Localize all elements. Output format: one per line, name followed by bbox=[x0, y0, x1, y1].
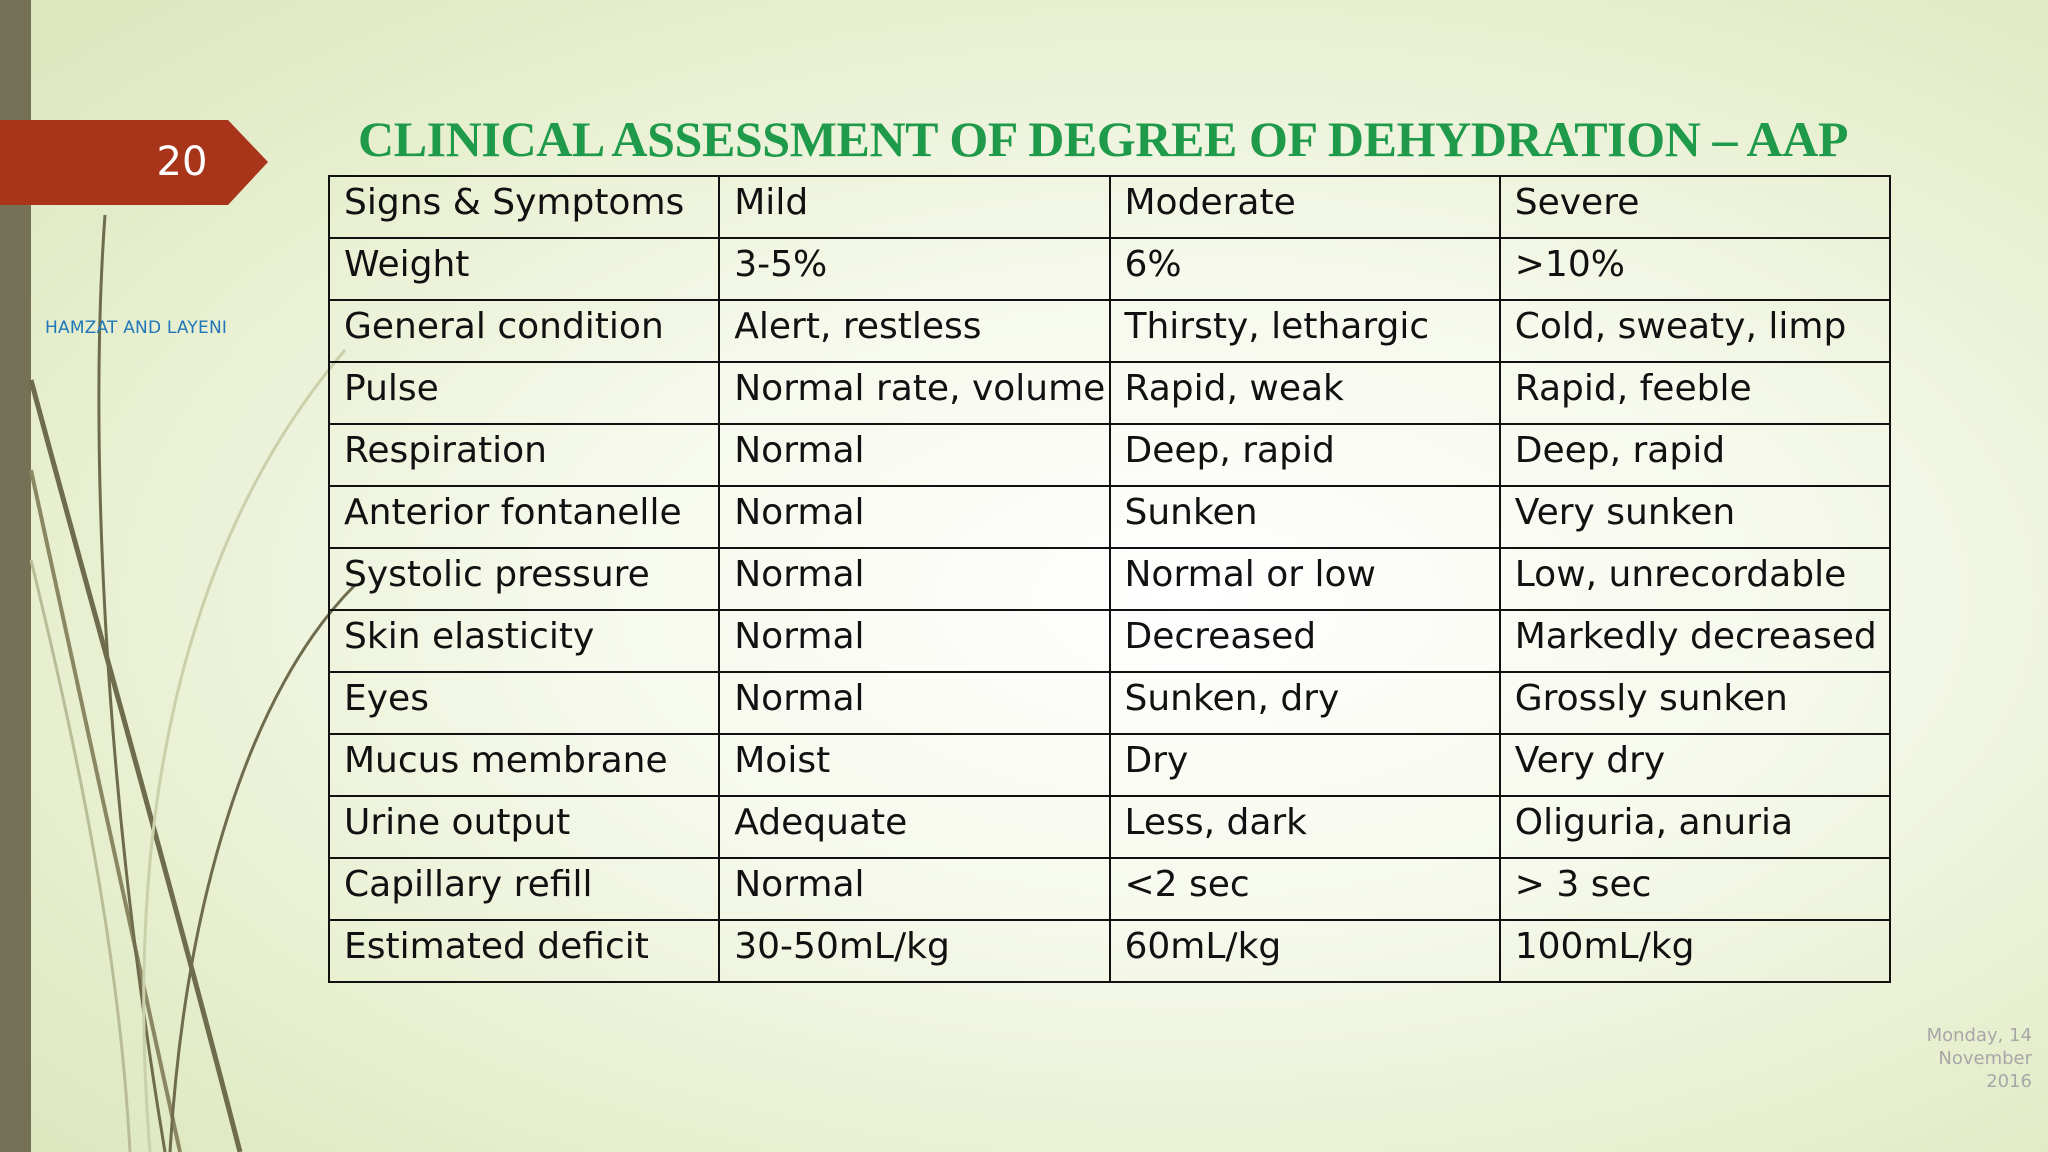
table-cell: Normal bbox=[719, 672, 1109, 734]
table-cell: Anterior fontanelle bbox=[329, 486, 719, 548]
table-cell: Normal rate, volume bbox=[719, 362, 1109, 424]
table-header-row bbox=[329, 176, 1890, 238]
table-cell: General condition bbox=[329, 300, 719, 362]
date-line: November bbox=[1938, 1048, 2032, 1069]
table-cell: Adequate bbox=[719, 796, 1109, 858]
table-cell: Moist bbox=[719, 734, 1109, 796]
table-cell: Rapid, weak bbox=[1110, 362, 1500, 424]
dehydration-table-wrapper bbox=[328, 175, 1891, 983]
table-header-cell: Signs & Symptoms bbox=[329, 176, 719, 238]
table-row bbox=[329, 796, 1890, 858]
slide-title: CLINICAL ASSESSMENT OF DEGREE OF DEHYDRATION – AAP bbox=[358, 111, 1849, 167]
table-cell: Sunken, dry bbox=[1110, 672, 1500, 734]
table-cell: Decreased bbox=[1110, 610, 1500, 672]
table-row bbox=[329, 486, 1890, 548]
table-header-cell: Mild bbox=[719, 176, 1109, 238]
table-cell: Systolic pressure bbox=[329, 548, 719, 610]
table-row bbox=[329, 300, 1890, 362]
table-cell: Normal bbox=[719, 486, 1109, 548]
table-cell: 3-5% bbox=[719, 238, 1109, 300]
table-cell: <2 sec bbox=[1110, 858, 1500, 920]
table-cell: Rapid, feeble bbox=[1500, 362, 1890, 424]
table-row bbox=[329, 362, 1890, 424]
table-cell: Deep, rapid bbox=[1500, 424, 1890, 486]
table-cell: Dry bbox=[1110, 734, 1500, 796]
table-cell: Capillary refill bbox=[329, 858, 719, 920]
table-cell: 30-50mL/kg bbox=[719, 920, 1109, 982]
table-cell: Cold, sweaty, limp bbox=[1500, 300, 1890, 362]
table-cell: Deep, rapid bbox=[1110, 424, 1500, 486]
table-cell: 60mL/kg bbox=[1110, 920, 1500, 982]
table-cell: Thirsty, lethargic bbox=[1110, 300, 1500, 362]
table-cell: 6% bbox=[1110, 238, 1500, 300]
table-cell: Normal bbox=[719, 548, 1109, 610]
table-cell: 100mL/kg bbox=[1500, 920, 1890, 982]
table-row bbox=[329, 920, 1890, 982]
slide-number: 20 bbox=[156, 139, 208, 185]
table-header-cell: Moderate bbox=[1110, 176, 1500, 238]
table-cell: Normal bbox=[719, 424, 1109, 486]
slide-date bbox=[1892, 1024, 2032, 1093]
table-cell: Mucus membrane bbox=[329, 734, 719, 796]
table-row bbox=[329, 672, 1890, 734]
table-cell: Normal or low bbox=[1110, 548, 1500, 610]
date-line: Monday, 14 bbox=[1926, 1025, 2032, 1046]
table-cell: Normal bbox=[719, 858, 1109, 920]
author-label: HAMZAT AND LAYENI bbox=[45, 318, 228, 338]
table-cell: Eyes bbox=[329, 672, 719, 734]
table-cell: Skin elasticity bbox=[329, 610, 719, 672]
table-cell: Alert, restless bbox=[719, 300, 1109, 362]
table-cell: >10% bbox=[1500, 238, 1890, 300]
table-row bbox=[329, 734, 1890, 796]
table-body bbox=[329, 176, 1890, 982]
table-cell: Weight bbox=[329, 238, 719, 300]
table-cell: Markedly decreased bbox=[1500, 610, 1890, 672]
date-line: 2016 bbox=[1986, 1071, 2032, 1092]
table-cell: Oliguria, anuria bbox=[1500, 796, 1890, 858]
table-cell: Respiration bbox=[329, 424, 719, 486]
table-row bbox=[329, 424, 1890, 486]
table-row bbox=[329, 858, 1890, 920]
table-cell: Normal bbox=[719, 610, 1109, 672]
table-cell: Sunken bbox=[1110, 486, 1500, 548]
table-header-cell: Severe bbox=[1500, 176, 1890, 238]
table-cell: Low, unrecordable bbox=[1500, 548, 1890, 610]
table-row bbox=[329, 610, 1890, 672]
table-cell: Very dry bbox=[1500, 734, 1890, 796]
table-cell: Pulse bbox=[329, 362, 719, 424]
table-cell: Grossly sunken bbox=[1500, 672, 1890, 734]
table-cell: Very sunken bbox=[1500, 486, 1890, 548]
table-row bbox=[329, 548, 1890, 610]
table-row bbox=[329, 238, 1890, 300]
dehydration-table bbox=[328, 175, 1891, 983]
table-cell: Estimated deficit bbox=[329, 920, 719, 982]
table-cell: Less, dark bbox=[1110, 796, 1500, 858]
table-cell: Urine output bbox=[329, 796, 719, 858]
table-cell: > 3 sec bbox=[1500, 858, 1890, 920]
